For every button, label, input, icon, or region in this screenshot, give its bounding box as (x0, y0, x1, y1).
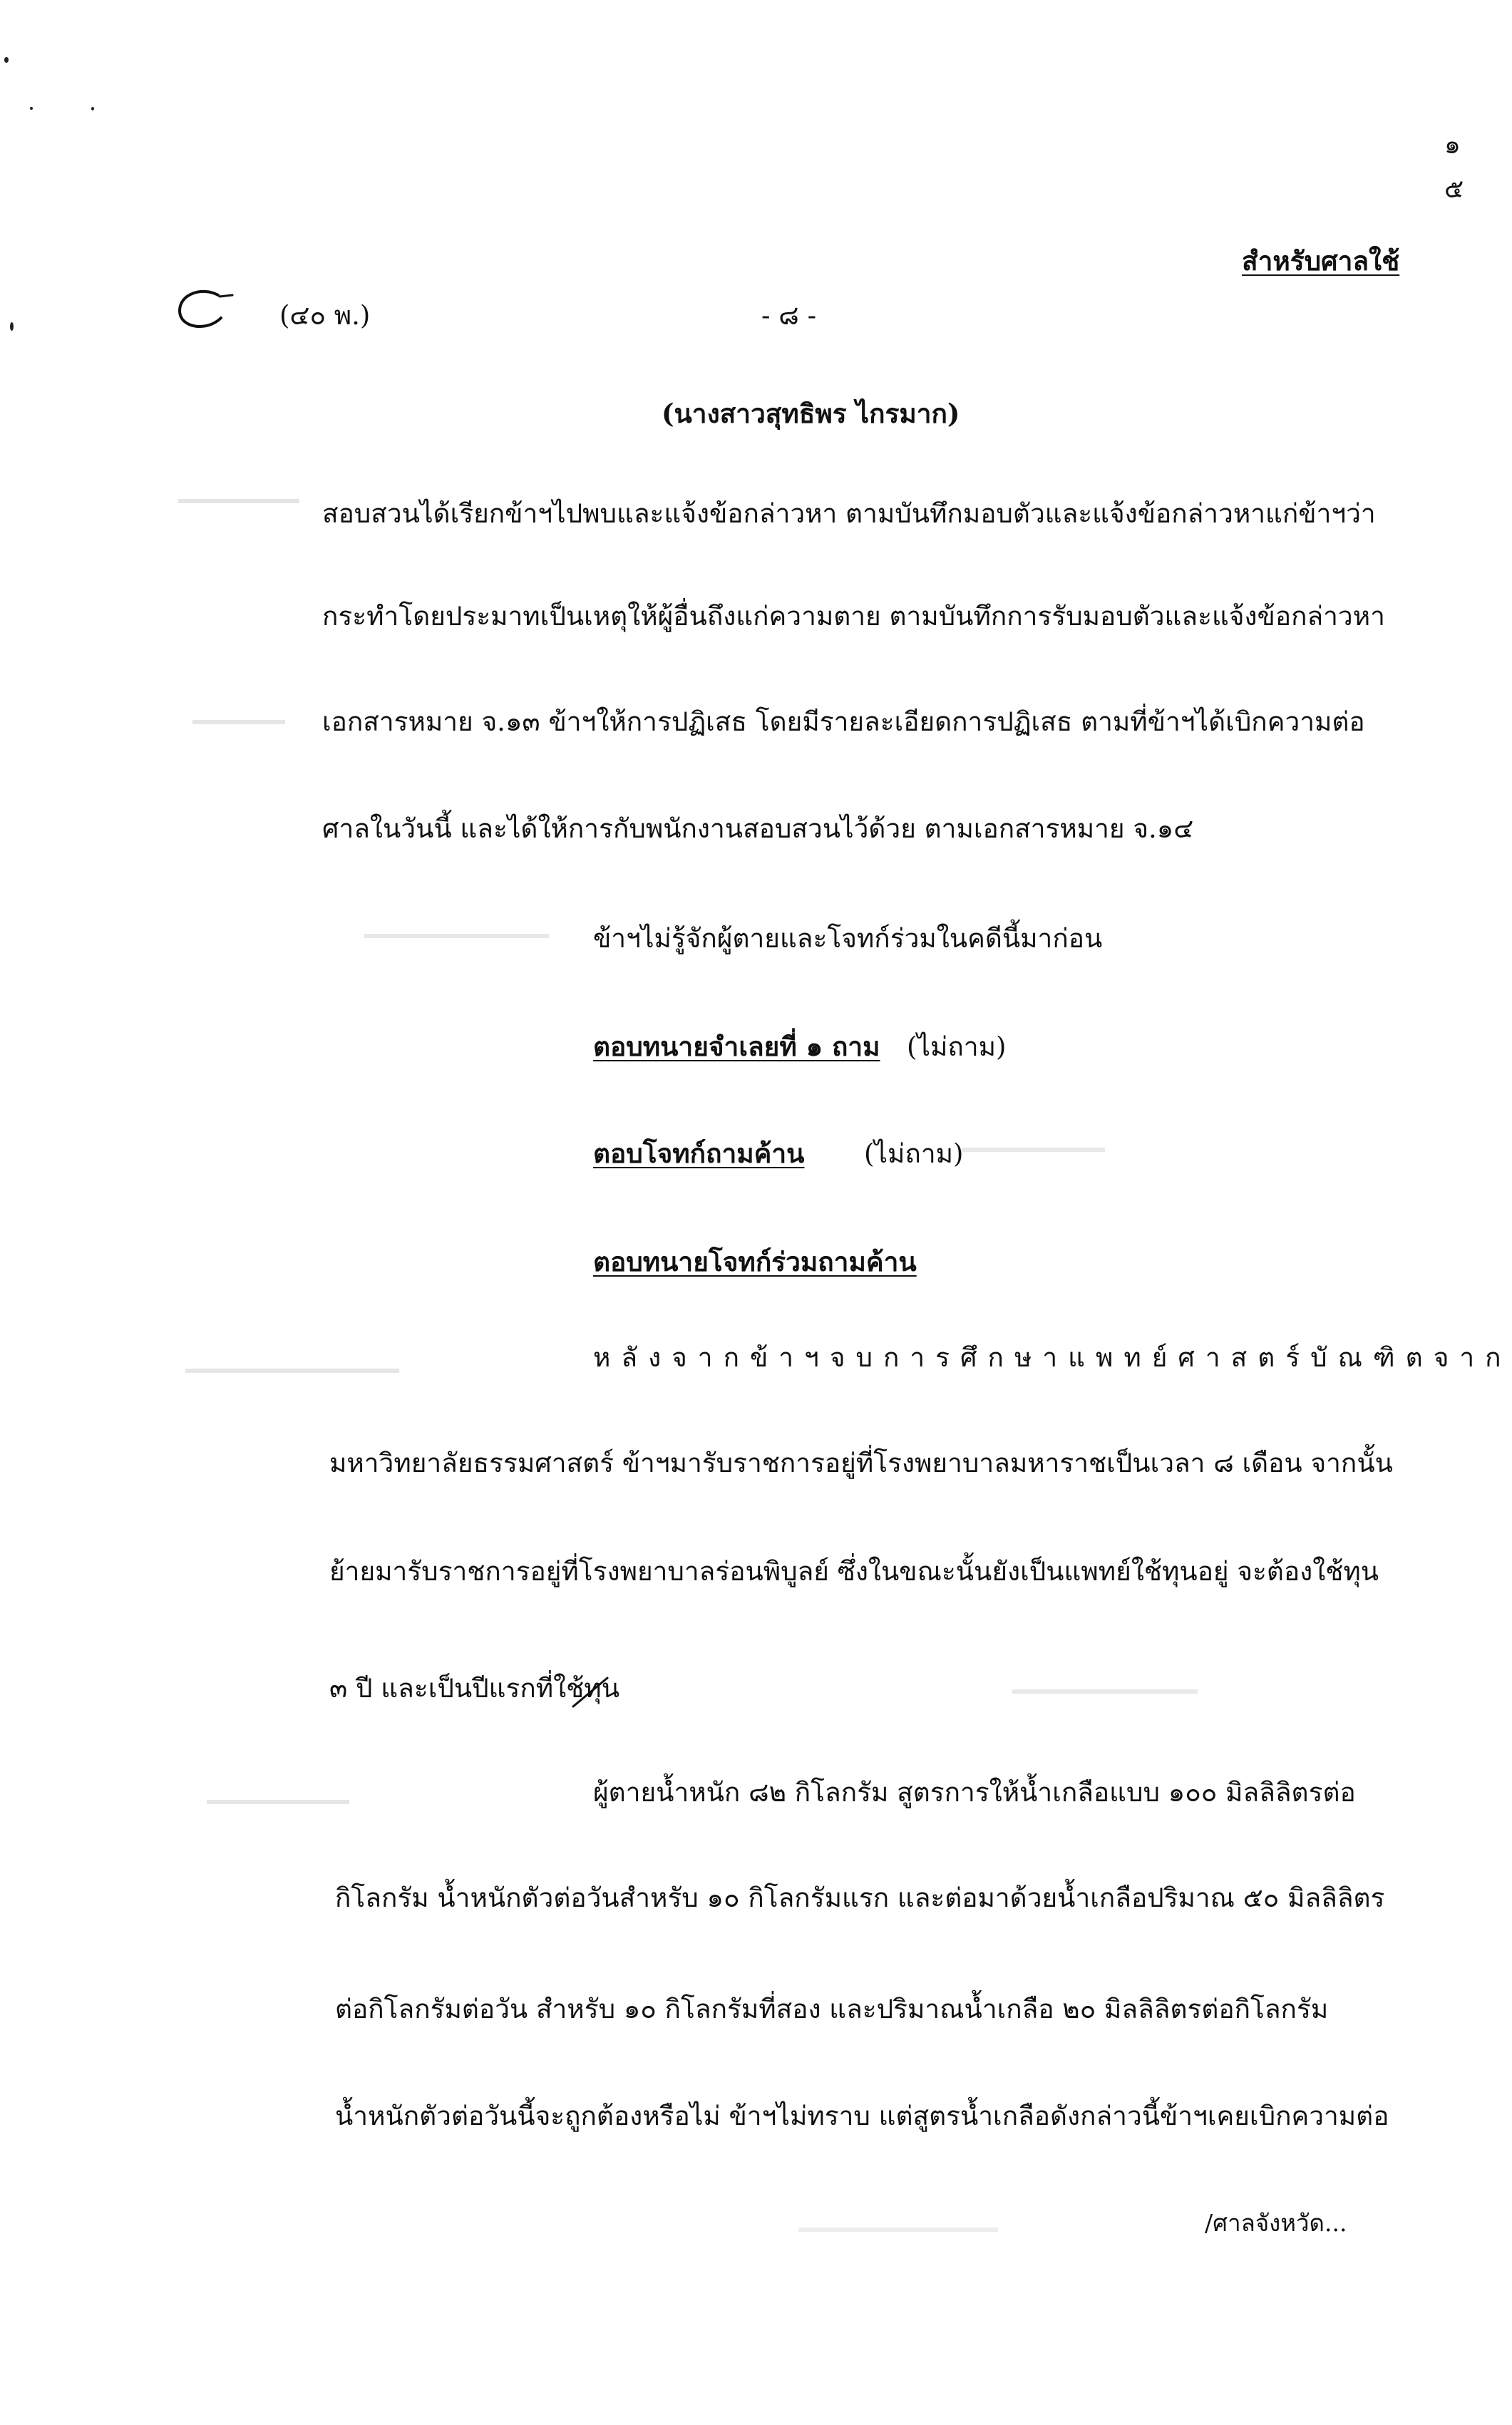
body-line: ต่อกิโลกรัมต่อวัน สำหรับ ๑๐ กิโลกรัมที่สอง และปริมาณน้ำเกลือ ๒๐ มิลลิลิตรต่อกิโลกรัม (335, 1994, 1329, 2024)
section-heading-note: (ไม่ถาม) (864, 1138, 964, 1169)
body-line: ๓ ปี และเป็นปีแรกที่ใช้ทุน (329, 1673, 619, 1704)
slash-mark (570, 1675, 613, 1711)
body-line: หลังจากข้าฯจบการศึกษาแพทย์ศาสตร์บัณฑิตจาก (593, 1342, 1512, 1373)
section-heading-prosecutor: ตอบโจทก์ถามค้าน (593, 1138, 805, 1169)
form-code: (๔๐ พ.) (279, 300, 371, 331)
body-line: เอกสารหมาย จ.๑๓ ข้าฯให้การปฏิเสธ โดยมีรายละเอียดการปฏิเสธ ตามที่ข้าฯได้เบิกความต่อ (322, 706, 1365, 737)
body-line: ย้ายมารับราชการอยู่ที่โรงพยาบาลร่อนพิบูลย์ ซึ่งในขณะนั้นยังเป็นแพทย์ใช้ทุนอยู่ จะต้องใช้ทุน (329, 1556, 1379, 1587)
body-line: สอบสวนได้เรียกข้าฯไปพบและแจ้งข้อกล่าวหา ตามบันทึกมอบตัวและแจ้งข้อกล่าวหาแก่ข้าฯว่า (322, 498, 1376, 529)
scan-speck (30, 107, 33, 110)
hand-drawn-circle-mark (174, 285, 238, 335)
margin-corner-mark: ๑ (1444, 130, 1461, 160)
show-through-mark (962, 1148, 1105, 1152)
body-line: กิโลกรัม น้ำหนักตัวต่อวันสำหรับ ๑๐ กิโลกรัมแรก และต่อมาด้วยน้ำเกลือปริมาณ ๕๐ มิลลิลิตร (335, 1883, 1385, 1913)
court-use-label: สำหรับศาลใช้ (1242, 245, 1400, 277)
show-through-mark (185, 1369, 399, 1373)
show-through-mark (364, 934, 549, 938)
show-through-mark (192, 720, 285, 724)
body-line: ผู้ตายน้ำหนัก ๘๒ กิโลกรัม สูตรการให้น้ำเกลือแบบ ๑๐๐ มิลลิลิตรต่อ (593, 1777, 1356, 1808)
page-number: - ๘ - (761, 300, 817, 331)
show-through-mark (798, 2228, 998, 2232)
body-line: กระทำโดยประมาทเป็นเหตุให้ผู้อื่นถึงแก่ความตาย ตามบันทึกการรับมอบตัวและแจ้งข้อกล่าวหา (322, 601, 1385, 632)
show-through-mark (207, 1800, 349, 1804)
margin-corner-mark: ๕ (1444, 175, 1464, 204)
body-line: ศาลในวันนี้ และได้ให้การกับพนักงานสอบสวนไว้ด้วย ตามเอกสารหมาย จ.๑๔ (322, 813, 1194, 844)
section-heading-joint-plaintiff-lawyer: ตอบทนายโจทก์ร่วมถามค้าน (593, 1246, 917, 1277)
show-through-mark (1012, 1689, 1198, 1694)
scan-speck (10, 322, 14, 331)
section-heading-defendant-lawyer: ตอบทนายจำเลยที่ ๑ ถาม (593, 1031, 880, 1062)
continuation-marker: /ศาลจังหวัด... (1205, 2209, 1347, 2237)
scan-speck (91, 107, 94, 110)
show-through-mark (178, 499, 299, 503)
witness-name: (นางสาวสุทธิพร ไกรมาก) (662, 398, 960, 429)
scan-speck (4, 57, 9, 63)
body-line: น้ำหนักตัวต่อวันนี้จะถูกต้องหรือไม่ ข้าฯไม่ทราบ แต่สูตรน้ำเกลือดังกล่าวนี้ข้าฯเคยเบิกความต่อ (335, 2101, 1389, 2131)
section-heading-note: (ไม่ถาม) (907, 1031, 1007, 1062)
body-line: มหาวิทยาลัยธรรมศาสตร์ ข้าฯมารับราชการอยู่ที่โรงพยาบาลมหาราชเป็นเวลา ๘ เดือน จากนั้น (329, 1448, 1393, 1478)
body-line: ข้าฯไม่รู้จักผู้ตายและโจทก์ร่วมในคดีนี้มาก่อน (593, 923, 1103, 954)
